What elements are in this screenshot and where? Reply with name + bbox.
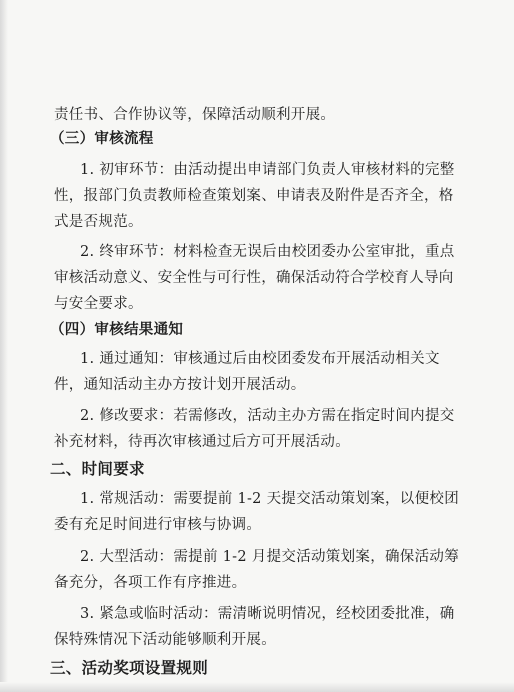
paragraph-line: 备充分，各项工作有序推进。 [54, 575, 247, 591]
part-heading: 三、活动奖项设置规则 [50, 659, 209, 677]
scan-edge-shadow [0, 0, 8, 692]
paragraph-line: 2. 大型活动：需提前 1-2 月提交活动策划案，确保活动筹 [80, 549, 460, 565]
paragraph-line: 审核活动意义、安全性与可行性，确保活动符合学校育人导向 [54, 270, 454, 286]
section-heading: （四）审核结果通知 [50, 321, 184, 338]
paragraph-line: 责任书、合作协议等，保障活动顺利开展。 [54, 107, 336, 123]
paragraph-line: 保特殊情况下活动能够顺利开展。 [54, 632, 276, 648]
paragraph-line: 与安全要求。 [54, 296, 143, 312]
paragraph-line: 3. 紧急或临时活动：需清晰说明情况，经校团委批准，确 [80, 606, 455, 622]
paragraph-line: 1. 常规活动：需要提前 1-2 天提交活动策划案，以便校团 [80, 491, 460, 507]
section-heading: （三）审核流程 [50, 130, 154, 147]
paragraph-line: 2. 终审环节：材料检查无误后由校团委办公室审批，重点 [80, 244, 455, 260]
paragraph-line: 件，通知活动主办方按计划开展活动。 [54, 377, 306, 393]
paragraph-line: 委有充足时间进行审核与协调。 [54, 517, 262, 533]
paragraph-line: 1. 初审环节：由活动提出申请部门负责人审核材料的完整 [80, 162, 455, 178]
paragraph-line: 补充材料，待再次审核通过后方可开展活动。 [54, 434, 350, 450]
scan-bottom-shadow [0, 682, 514, 692]
paragraph-line: 1. 通过通知：审核通过后由校团委发布开展活动相关文 [80, 351, 440, 367]
paragraph-line: 式是否规范。 [54, 214, 143, 230]
part-heading: 二、时间要求 [50, 460, 145, 478]
paragraph-line: 性，报部门负责教师检查策划案、申请表及附件是否齐全，格 [54, 188, 454, 204]
paragraph-line: 2. 修改要求：若需修改，活动主办方需在指定时间内提交 [80, 408, 455, 424]
